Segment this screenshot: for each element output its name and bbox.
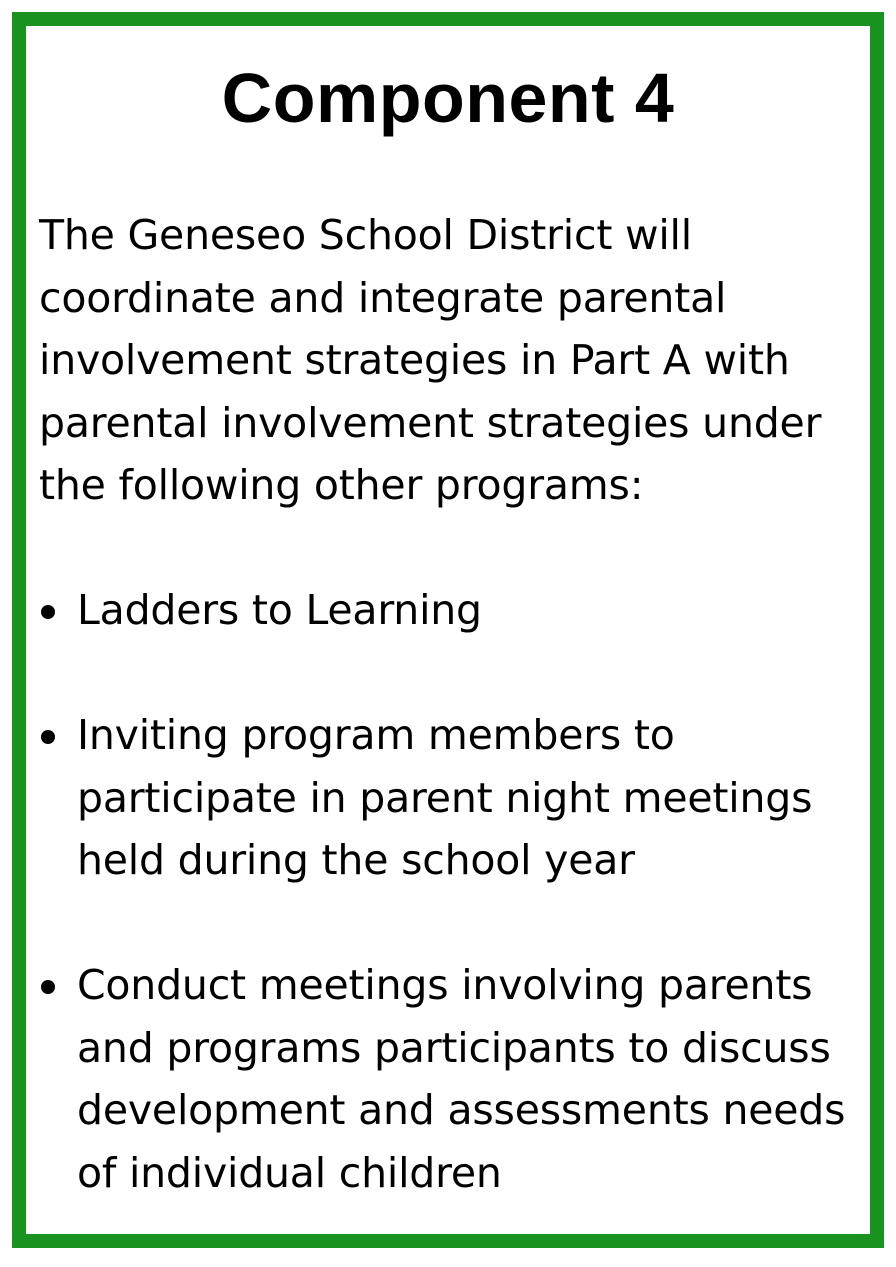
bullet-icon xyxy=(41,980,55,994)
list-item xyxy=(39,704,869,892)
program-list xyxy=(39,579,869,1267)
intro-paragraph: The Geneseo School District will coordinate and integrate parental involvement strategies in Part A with parental involvement strategies under the following other programs: xyxy=(39,211,822,509)
list-item-text: Conduct meetings involving parents and programs participants to discuss development and assessments needs of individual children xyxy=(77,961,846,1197)
bullet-icon xyxy=(41,730,55,744)
component-card xyxy=(12,12,884,1248)
list-item xyxy=(39,954,869,1204)
bullet-icon xyxy=(41,605,55,619)
list-item xyxy=(39,579,869,642)
page-title: Component 4 xyxy=(221,59,675,137)
list-item-text: Ladders to Learning xyxy=(77,586,482,634)
list-item-text: Inviting program members to participate in parent night meetings held during the school year xyxy=(77,711,813,884)
